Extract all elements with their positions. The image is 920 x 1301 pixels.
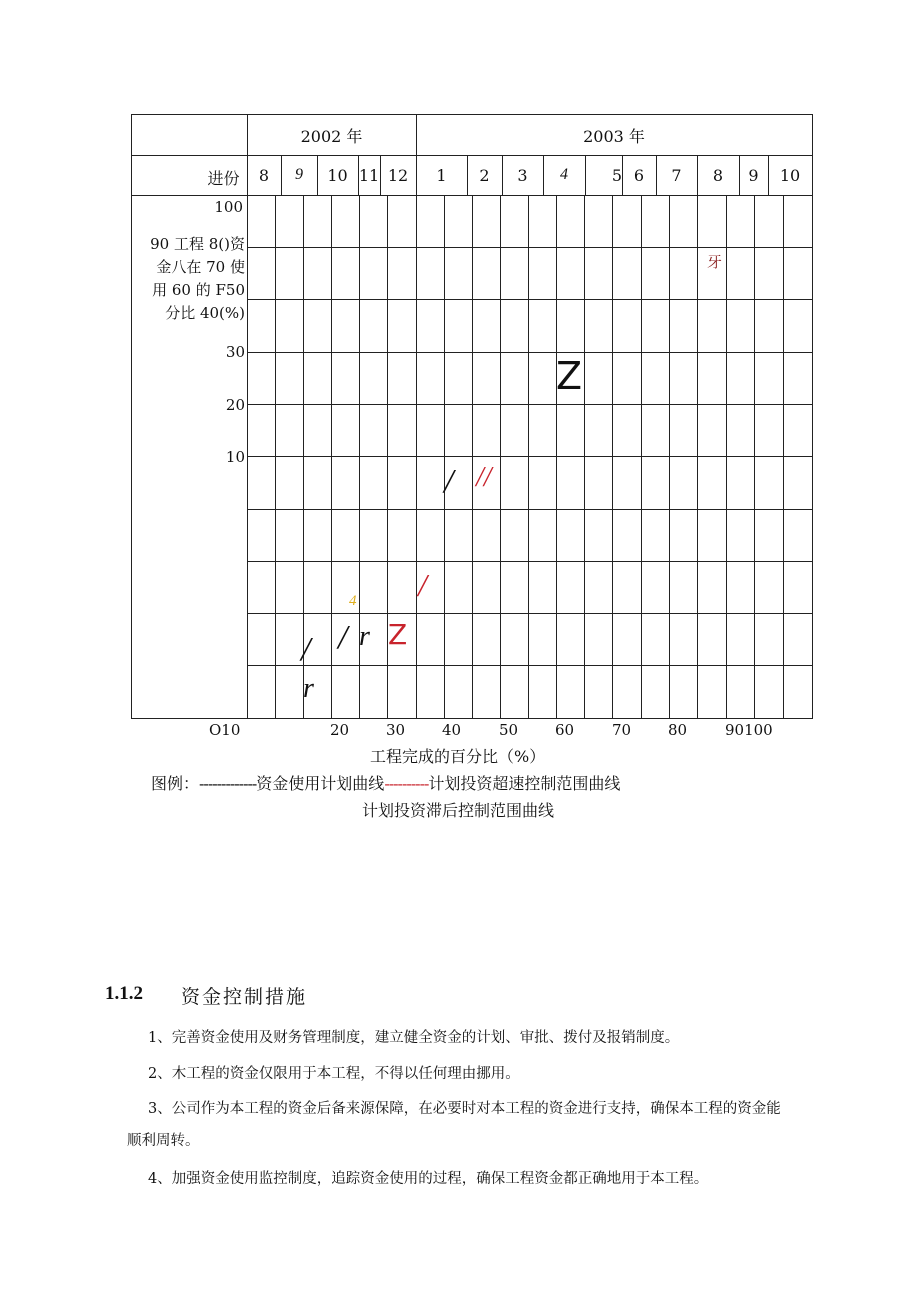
month-label: 7 bbox=[671, 166, 682, 185]
month-label: 5 bbox=[611, 166, 622, 185]
section-title: 资金控制措施 bbox=[181, 986, 308, 1008]
y-label-100: 100 bbox=[214, 198, 243, 216]
mark-r: r bbox=[359, 621, 370, 652]
mark-four-yellow: 4 bbox=[349, 593, 357, 609]
month-label: 1 bbox=[436, 166, 447, 185]
x-tick-label: 60 bbox=[555, 721, 575, 739]
y-label-20: 20 bbox=[225, 396, 245, 414]
x-axis-title: 工程完成的百分比（%） bbox=[370, 747, 546, 766]
legend-dash-black: ------------- bbox=[199, 774, 257, 793]
x-tick-label: 80 bbox=[668, 721, 688, 739]
x-tick-label: 50 bbox=[499, 721, 519, 739]
month-label: 2 bbox=[479, 166, 490, 185]
paragraph-3-line-1: 3、公司作为本工程的资金后备来源保障，在必要时对本工程的资金进行支持，确保本工程的资金能 bbox=[148, 1101, 781, 1117]
legend bbox=[151, 771, 620, 794]
x-tick-label: 70 bbox=[612, 721, 632, 739]
month-label: 11 bbox=[358, 166, 380, 185]
month-label: 8 bbox=[712, 166, 724, 185]
year-2003-label: 2003 年 bbox=[583, 127, 645, 146]
section-number: 1.1.2 bbox=[105, 983, 143, 1004]
mark-ya-glyph: 牙 bbox=[707, 253, 723, 271]
y-label-30: 30 bbox=[225, 343, 245, 361]
y-label-10: 10 bbox=[225, 448, 245, 466]
mark-slash-red: / bbox=[418, 567, 427, 603]
mark-slash-red-double: // bbox=[476, 462, 492, 493]
y-label-block-line: 金八在 70 使 bbox=[156, 258, 245, 276]
month-header-label: 进份 bbox=[207, 169, 240, 188]
month-label: 10 bbox=[327, 166, 348, 185]
paragraph-4: 4、加强资金使用监控制度，追踪资金使用的过程，确保工程资金都正确地用于本工程。 bbox=[148, 1171, 709, 1187]
month-label: 10 bbox=[779, 166, 801, 185]
paragraph-1: 1、完善资金使用及财务管理制度，建立健全资金的计划、审批、拨付及报销制度。 bbox=[148, 1030, 680, 1046]
month-label: 9 bbox=[295, 166, 303, 183]
legend-series-planned: 资金使用计划曲线 bbox=[256, 774, 385, 793]
month-label: 9 bbox=[748, 166, 759, 185]
y-label-block-line: 90 工程 8()资 bbox=[150, 235, 245, 253]
legend-prefix: 图例： bbox=[151, 774, 200, 793]
mark-slash-black: / bbox=[444, 463, 454, 500]
month-label: 4 bbox=[560, 166, 568, 183]
x-tick-label: 90100 bbox=[725, 721, 773, 739]
month-label: 6 bbox=[633, 166, 645, 185]
paragraph-2: 2、木工程的资金仅限用于本工程，不得以任何理由挪用。 bbox=[148, 1066, 520, 1082]
year-2002-label: 2002 年 bbox=[300, 127, 363, 146]
x-tick-label: O10 bbox=[209, 721, 241, 739]
legend-dash-red: ---------- bbox=[384, 774, 429, 793]
month-label: 12 bbox=[387, 166, 409, 185]
mark-z-big: Z bbox=[556, 354, 583, 398]
paragraph-3-line-2: 顺利周转。 bbox=[127, 1133, 200, 1149]
legend-series-overspeed: 计划投资超速控制范围曲线 bbox=[428, 774, 621, 793]
mark-slash-black: / bbox=[301, 631, 311, 668]
month-label: 3 bbox=[517, 166, 528, 185]
x-tick-label: 40 bbox=[442, 721, 462, 739]
x-tick-label: 20 bbox=[330, 721, 350, 739]
mark-z-red: Z bbox=[388, 618, 408, 651]
x-tick-label: 30 bbox=[386, 721, 406, 739]
mark-slash-black: / bbox=[338, 619, 348, 656]
legend-series-lag: 计划投资滞后控制范围曲线 bbox=[362, 801, 555, 820]
y-label-block-line: 用 60 的 F50 bbox=[152, 281, 245, 299]
mark-r: r bbox=[303, 673, 314, 704]
month-label: 8 bbox=[258, 166, 270, 185]
y-label-block-line: 分比 40(%) bbox=[165, 304, 245, 322]
